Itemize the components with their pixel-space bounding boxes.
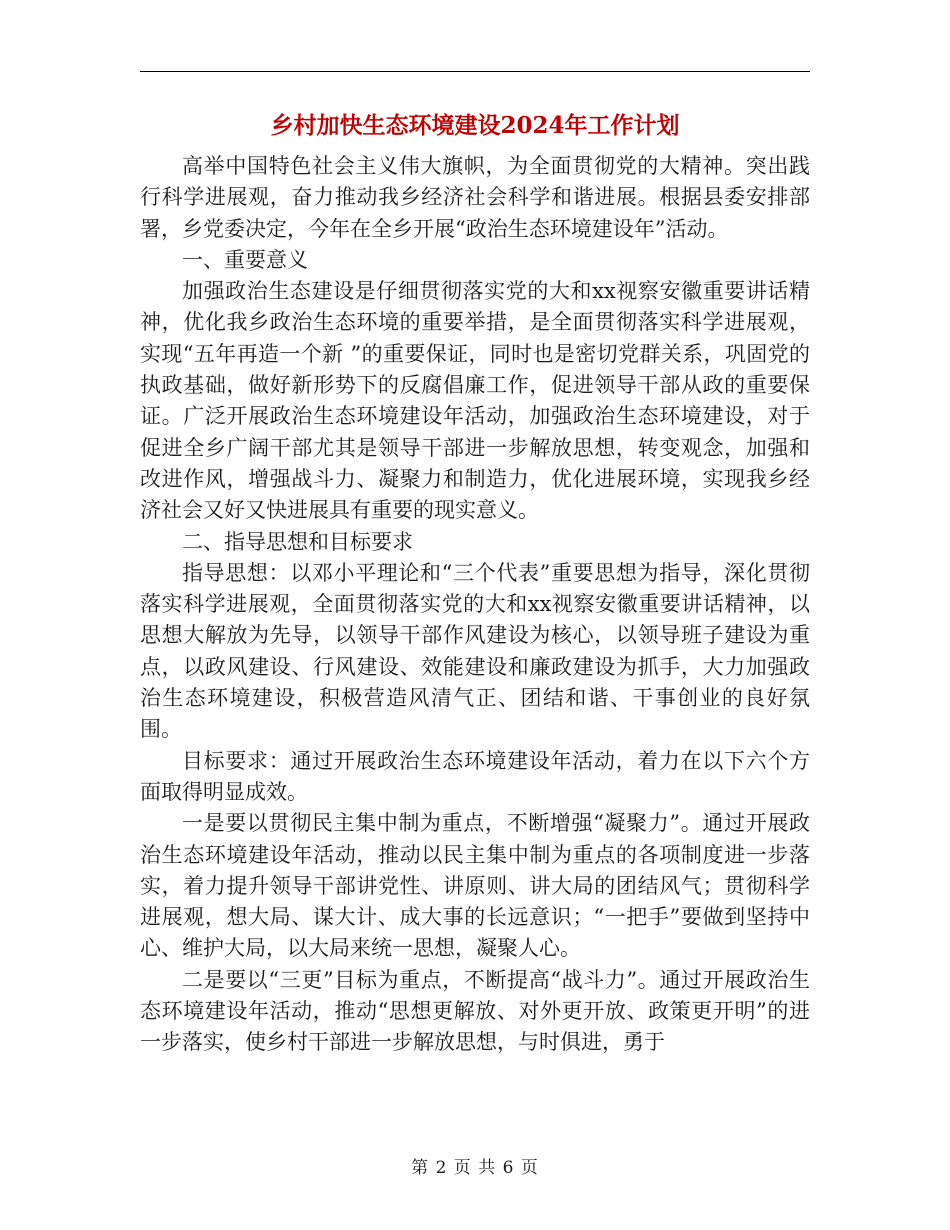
paragraph-goal-one: 一是要以贯彻民主集中制为重点，不断增强“凝聚力”。通过开展政治生态环境建设年活动，推动以民主集中制为重点的各项制度进一步落实，着力提升领导干部讲党性、讲原则、讲大局的团结风气；贯彻科学进展观，想大局、谋大计、成大事的长远意识；“一把手”要做到坚持中心、维护大局，以大局来统一思想，凝聚人心。 <box>140 811 810 961</box>
paragraph-goals: 目标要求：通过开展政治生态环境建设年活动，着力在以下六个方面取得明显成效。 <box>140 748 810 804</box>
paragraph-goal-two: 二是要以“三更”目标为重点，不断提高“战斗力”。通过开展政治生态环境建设年活动，推动“思想更解放、对外更开放、政策更开明”的进一步落实，使乡村干部进一步解放思想，与时俱进，勇于 <box>140 967 810 1055</box>
document-title: 乡村加快生态环境建设2024年工作计划 <box>270 112 680 139</box>
header-rule <box>140 71 810 72</box>
section-heading-2: 二、指导思想和目标要求 <box>182 529 413 554</box>
paragraph-intro: 高举中国特色社会主义伟大旗帜，为全面贯彻党的大精神。突出践行科学进展观，奋力推动我乡经济社会科学和谐进展。根据县委安排部署，乡党委决定，今年在全乡开展“政治生态环境建设年”活动。 <box>140 154 810 241</box>
paragraph-guiding-thought: 指导思想：以邓小平理论和“三个代表”重要思想为指导，深化贯彻落实科学进展观，全面贯彻落实党的大和xx视察安徽重要讲话精神，以思想大解放为先导，以领导干部作风建设为核心，以领导班子建设为重点，以政风建设、行风建设、效能建设和廉政建设为抓手，大力加强政治生态环境建设，积极营造风清气正、团结和谐、干事创业的良好氛围。 <box>140 560 810 742</box>
section-heading-1: 一、重要意义 <box>182 247 308 272</box>
page-number: 第 2 页 共 6 页 <box>411 1158 539 1178</box>
paragraph-significance: 加强政治生态建设是仔细贯彻落实党的大和xx视察安徽重要讲话精神，优化我乡政治生态环境的重要举措，是全面贯彻落实科学进展观，实现“五年再造一个新 ”的重要保证，同时也是密切党群关系，巩固党的执政基础，做好新形势下的反腐倡廉工作，促进领导干部从政的重要保证。广泛开展政治生态环境建设年活动，加强政治生态环境建设，对于促进全乡广阔干部尤其是领导干部进一步解放思想，转变观念，加强和改进作风，增强战斗力、凝聚力和制造力，优化进展环境，实现我乡经济社会又好又快进展具有重要的现实意义。 <box>140 279 810 523</box>
document-body <box>140 151 810 1059</box>
